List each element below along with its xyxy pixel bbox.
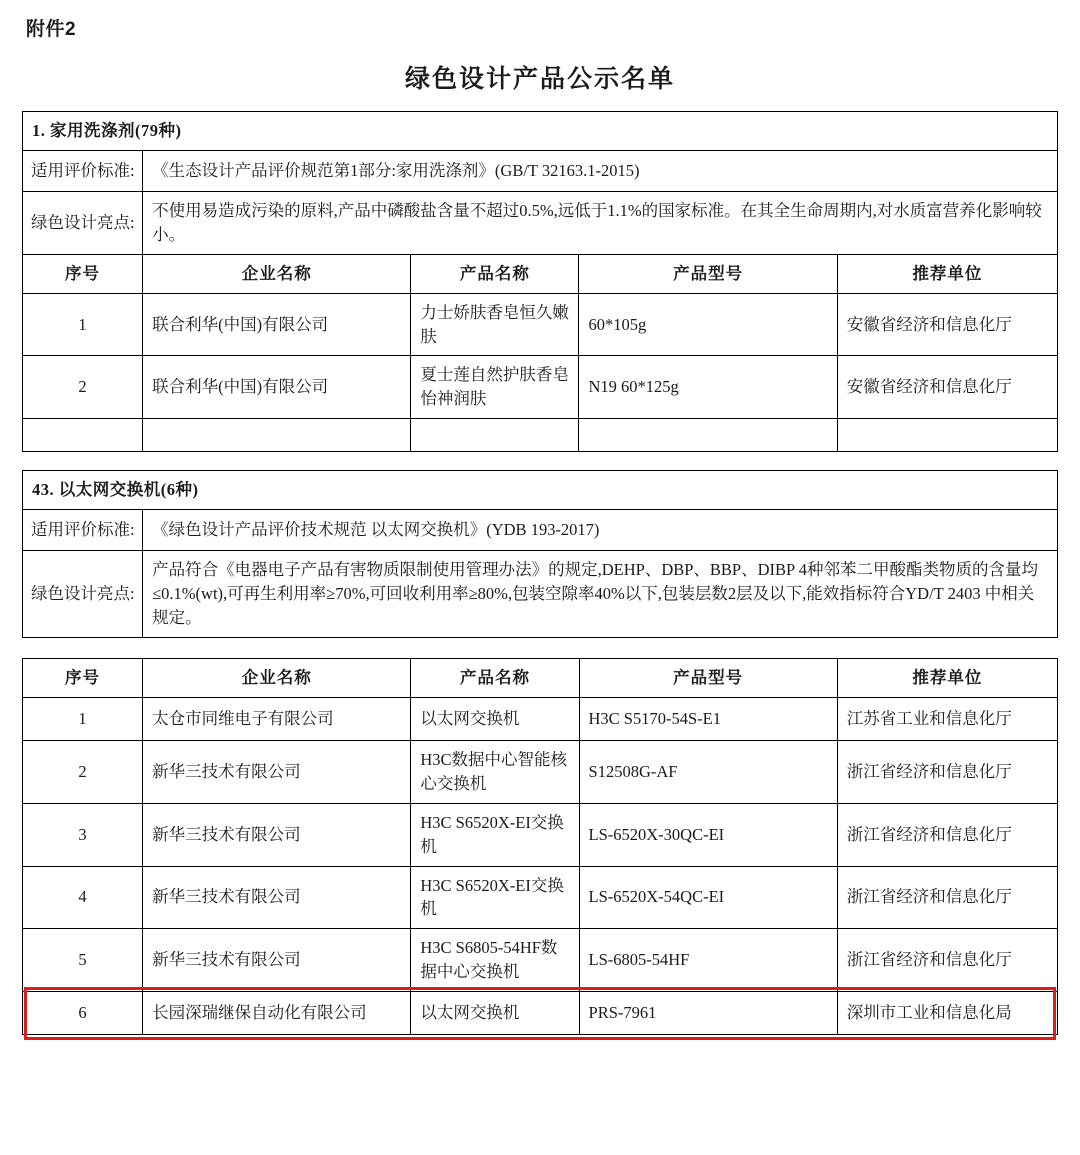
attachment-label: 附件2: [26, 19, 77, 40]
table-header-row: [23, 254, 1058, 293]
section-heading: 1. 家用洗涤剂(79种): [23, 112, 1058, 151]
column-header-product: 产品名称: [411, 658, 579, 697]
cell-recommender: 浙江省经济和信息化厅: [837, 929, 1057, 992]
product-table-ethernet-switch: [22, 658, 1058, 1035]
cell-no: 2: [23, 356, 143, 419]
section-block-ethernet-switch: [22, 470, 1058, 638]
column-header-enterprise: 企业名称: [143, 658, 411, 697]
cell-model: N19 60*125g: [579, 356, 837, 419]
section-gap: [22, 452, 1058, 470]
table-row-highlighted: [23, 992, 1058, 1035]
cell-empty: [579, 419, 837, 452]
cell-empty: [411, 419, 579, 452]
cell-enterprise: 新华三技术有限公司: [143, 929, 411, 992]
cell-enterprise: 新华三技术有限公司: [143, 866, 411, 929]
cell-product: 力士娇肤香皂恒久嫩肤: [411, 293, 579, 356]
highlights-row: [23, 551, 1058, 638]
column-header-enterprise: 企业名称: [143, 254, 411, 293]
cell-model: LS-6520X-54QC-EI: [579, 866, 837, 929]
column-header-model: 产品型号: [579, 658, 837, 697]
criteria-label: 适用评价标准:: [23, 150, 143, 191]
column-header-recommender: 推荐单位: [837, 254, 1057, 293]
section-block-household-detergent: [22, 111, 1058, 452]
cell-no: 3: [23, 803, 143, 866]
section-heading: 43. 以太网交换机(6种): [23, 471, 1058, 510]
cell-model: PRS-7961: [579, 992, 837, 1035]
cell-enterprise: 联合利华(中国)有限公司: [143, 293, 411, 356]
table-row: [23, 866, 1058, 929]
page-title: 绿色设计产品公示名单: [404, 66, 675, 93]
cell-product: 以太网交换机: [411, 992, 579, 1035]
table-row: [23, 356, 1058, 419]
cell-no: 4: [23, 866, 143, 929]
cell-enterprise: 联合利华(中国)有限公司: [143, 356, 411, 419]
cell-enterprise: 太仓市同维电子有限公司: [143, 697, 411, 740]
cell-recommender: 安徽省经济和信息化厅: [837, 356, 1057, 419]
cell-enterprise: 新华三技术有限公司: [143, 803, 411, 866]
highlights-label: 绿色设计亮点:: [23, 191, 143, 254]
highlights-label: 绿色设计亮点:: [23, 551, 143, 638]
cell-product: 以太网交换机: [411, 697, 579, 740]
cell-no: 1: [23, 293, 143, 356]
section-heading-row: [23, 112, 1058, 151]
criteria-label: 适用评价标准:: [23, 510, 143, 551]
cell-model: LS-6805-54HF: [579, 929, 837, 992]
cell-enterprise: 新华三技术有限公司: [143, 740, 411, 803]
cell-product: H3C S6520X-EI交换机: [411, 866, 579, 929]
cell-recommender: 浙江省经济和信息化厅: [837, 803, 1057, 866]
table-row: [23, 803, 1058, 866]
cell-no: 5: [23, 929, 143, 992]
table-row: [23, 929, 1058, 992]
table-header-row: [23, 658, 1058, 697]
cell-empty: [23, 419, 143, 452]
criteria-row: [23, 510, 1058, 551]
table-row: [23, 740, 1058, 803]
ethernet-switch-table-wrapper: [22, 658, 1058, 1035]
criteria-value: 《生态设计产品评价规范第1部分:家用洗涤剂》(GB/T 32163.1-2015): [143, 150, 1058, 191]
column-header-no: 序号: [23, 254, 143, 293]
cell-model: S12508G-AF: [579, 740, 837, 803]
column-header-recommender: 推荐单位: [837, 658, 1057, 697]
column-header-no: 序号: [23, 658, 143, 697]
cell-product: H3C S6805-54HF数据中心交换机: [411, 929, 579, 992]
highlights-value: 不使用易造成污染的原料,产品中磷酸盐含量不超过0.5%,远低于1.1%的国家标准。在其全生命周期内,对水质富营养化影响较小。: [143, 191, 1058, 254]
criteria-row: [23, 150, 1058, 191]
section-heading-row: [23, 471, 1058, 510]
cell-product: H3C数据中心智能核心交换机: [411, 740, 579, 803]
highlights-row: [23, 191, 1058, 254]
cell-recommender: 浙江省经济和信息化厅: [837, 740, 1057, 803]
cell-no: 1: [23, 697, 143, 740]
table-row: [23, 697, 1058, 740]
cell-empty: [143, 419, 411, 452]
cell-product: H3C S6520X-EI交换机: [411, 803, 579, 866]
cell-enterprise: 长园深瑞继保自动化有限公司: [143, 992, 411, 1035]
criteria-value: 《绿色设计产品评价技术规范 以太网交换机》(YDB 193-2017): [143, 510, 1058, 551]
highlights-value: 产品符合《电器电子产品有害物质限制使用管理办法》的规定,DEHP、DBP、BBP、DIBP 4种邻苯二甲酸酯类物质的含量均≤0.1%(wt),可再生利用率≥70%,可回收利用率≥80%,包装空隙率40%以下,包装层数2层及以下,能效指标符合YD/T 2403 中相关规定。: [143, 551, 1058, 638]
column-header-product: 产品名称: [411, 254, 579, 293]
section-gap: [22, 638, 1058, 658]
cell-model: 60*105g: [579, 293, 837, 356]
cell-model: LS-6520X-30QC-EI: [579, 803, 837, 866]
cell-recommender: 浙江省经济和信息化厅: [837, 866, 1057, 929]
cell-recommender: 江苏省工业和信息化厅: [837, 697, 1057, 740]
cell-recommender: 深圳市工业和信息化局: [837, 992, 1057, 1035]
column-header-model: 产品型号: [579, 254, 837, 293]
cell-empty: [837, 419, 1057, 452]
table-row-truncated: [23, 419, 1058, 452]
table-row: [23, 293, 1058, 356]
cell-model: H3C S5170-54S-E1: [579, 697, 837, 740]
cell-no: 6: [23, 992, 143, 1035]
cell-product: 夏士莲自然护肤香皂怡神润肤: [411, 356, 579, 419]
cell-no: 2: [23, 740, 143, 803]
cell-recommender: 安徽省经济和信息化厅: [837, 293, 1057, 356]
